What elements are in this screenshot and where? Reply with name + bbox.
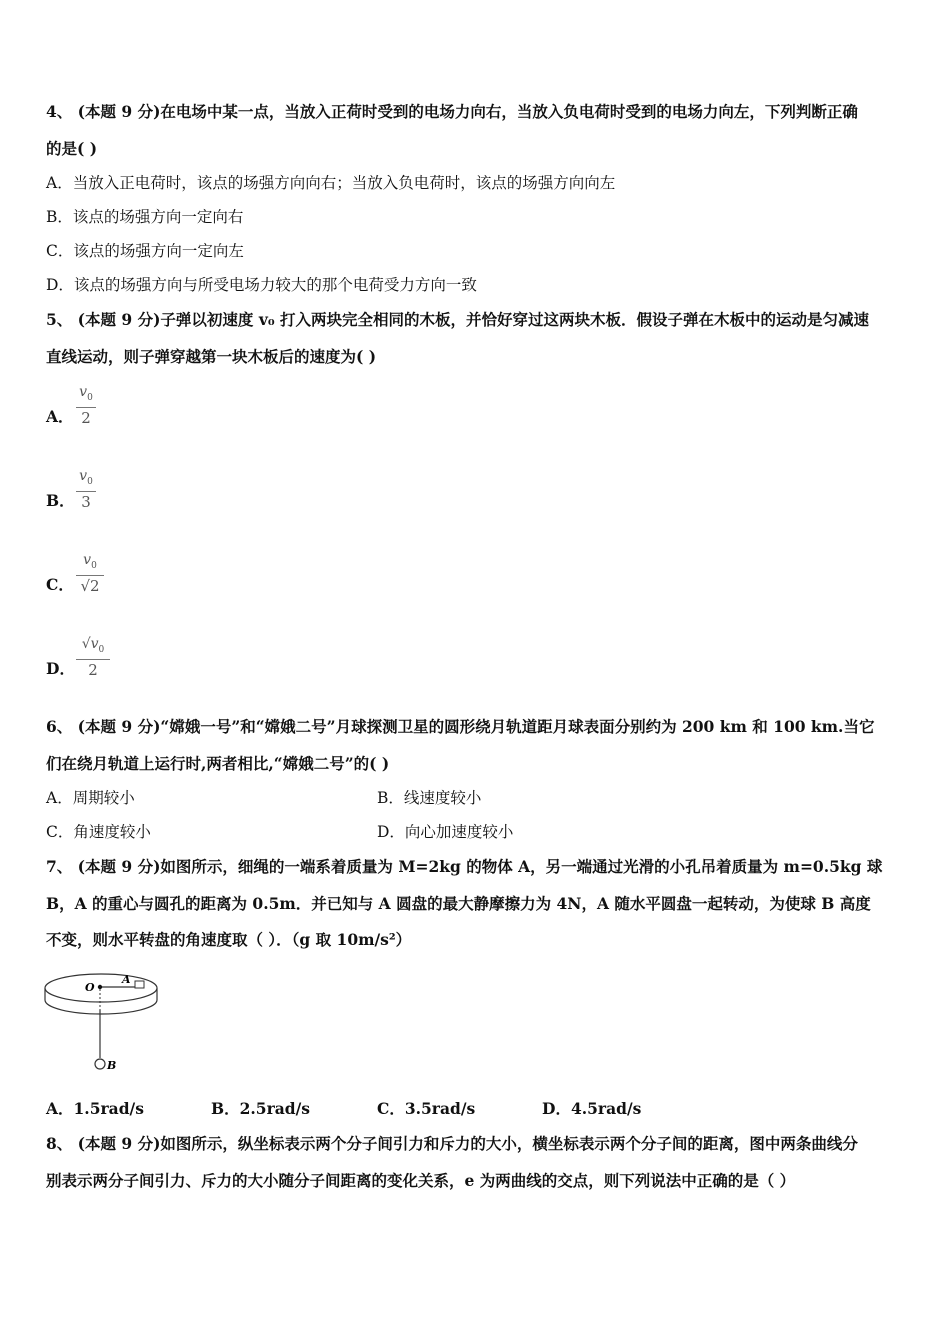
q5-option-d-label: D． xyxy=(46,659,75,678)
q6-stem-line2: 们在绕月轨道上运行时,两者相比,“嫦娥二号”的( ) xyxy=(46,754,390,773)
q5-b-denominator: 3 xyxy=(81,492,91,511)
q4-option-a[interactable]: A．当放入正电荷时，该点的场强方向向右；当放入负电荷时，该点的场强方向向左 xyxy=(46,174,616,192)
q5-a-subscript: 0 xyxy=(87,392,93,403)
label-o: O xyxy=(85,981,95,994)
q5-stem-line1: 5、 (本题 9 分)子弹以初速度 v₀ 打入两块完全相同的木板，并恰好穿过这两块木板．假设子弹在木板中的运动是匀减速 xyxy=(46,310,870,329)
q4-option-d[interactable]: D．该点的场强方向与所受电场力较大的那个电荷受力方向一致 xyxy=(46,276,477,294)
block-a xyxy=(135,981,144,988)
q5-option-a-label: A． xyxy=(46,407,74,426)
label-a: A xyxy=(122,973,131,986)
fraction-bar xyxy=(76,407,96,408)
q5-c-numerator: v xyxy=(83,552,92,568)
q5-d-numerator: √v xyxy=(81,636,99,652)
turntable-figure xyxy=(40,960,165,1076)
fraction-bar xyxy=(76,575,104,576)
fraction-bar xyxy=(76,491,96,492)
q6-stem-line1: 6、 (本题 9 分)“嫦娥一号”和“嫦娥二号”月球探测卫星的圆形绕月轨道距月球表面分别约为 200 km 和 100 km.当它 xyxy=(46,717,875,736)
q5-c-subscript: 0 xyxy=(91,560,97,571)
q5-option-a-fraction xyxy=(76,384,96,427)
fraction-bar xyxy=(76,659,110,660)
q5-d-denominator: 2 xyxy=(88,660,98,679)
q6-option-d[interactable]: D．向心加速度较小 xyxy=(377,823,514,841)
q7-stem-line3: 不变，则水平转盘的角速度取（ ）．（g 取 10m/s²） xyxy=(46,930,412,949)
q5-c-denominator: √2 xyxy=(80,576,100,595)
hole-o xyxy=(98,985,102,989)
q5-option-c-label: C． xyxy=(46,575,74,594)
q4-stem-line1: 4、 (本题 9 分)在电场中某一点，当放入正荷时受到的电场力向右，当放入负电荷时受到的电场力向左，下列判断正确 xyxy=(46,102,858,121)
q4-option-b[interactable]: B．该点的场强方向一定向右 xyxy=(46,208,244,226)
q8-stem-line2: 别表示两分子间引力、斥力的大小随分子间距离的变化关系，e 为两曲线的交点，则下列说法中正确的是（ ） xyxy=(46,1171,796,1190)
q7-option-c[interactable]: C．3.5rad/s xyxy=(377,1099,476,1118)
q5-stem-line2: 直线运动，则子弹穿越第一块木板后的速度为( ) xyxy=(46,347,377,366)
q5-b-subscript: 0 xyxy=(87,476,93,487)
q5-option-b-label: B． xyxy=(46,491,75,510)
q6-option-a[interactable]: A．周期较小 xyxy=(46,789,135,807)
q4-stem-line2: 的是( ) xyxy=(46,139,98,158)
label-b: B xyxy=(107,1059,117,1072)
q8-stem-line1: 8、 (本题 9 分)如图所示，纵坐标表示两个分子间引力和斥力的大小，横坐标表示两个分子间的距离，图中两条曲线分 xyxy=(46,1134,858,1153)
q4-option-c[interactable]: C．该点的场强方向一定向左 xyxy=(46,242,244,260)
q5-option-c-fraction xyxy=(76,552,104,595)
q5-a-numerator: v xyxy=(79,384,88,400)
q7-option-d[interactable]: D．4.5rad/s xyxy=(542,1099,642,1118)
q5-b-numerator: v xyxy=(79,468,88,484)
q5-a-denominator: 2 xyxy=(81,408,91,427)
q7-option-b[interactable]: B．2.5rad/s xyxy=(211,1099,311,1118)
q6-option-c[interactable]: C．角速度较小 xyxy=(46,823,151,841)
q7-stem-line1: 7、 (本题 9 分)如图所示，细绳的一端系着质量为 M=2kg 的物体 A，另一端通过光滑的小孔吊着质量为 m=0.5kg 球 xyxy=(46,857,883,876)
q5-d-subscript: 0 xyxy=(98,644,105,655)
q6-option-b[interactable]: B．线速度较小 xyxy=(377,789,482,807)
q7-stem-line2: B，A 的重心与圆孔的距离为 0.5m．并已知与 A 圆盘的最大静摩擦力为 4N，A 随水平圆盘一起转动，为使球 B 高度 xyxy=(46,894,871,913)
ball-b xyxy=(95,1059,105,1069)
q5-option-d-fraction xyxy=(76,636,110,679)
q7-option-a[interactable]: A．1.5rad/s xyxy=(46,1099,144,1118)
q5-option-b-fraction xyxy=(76,468,96,511)
